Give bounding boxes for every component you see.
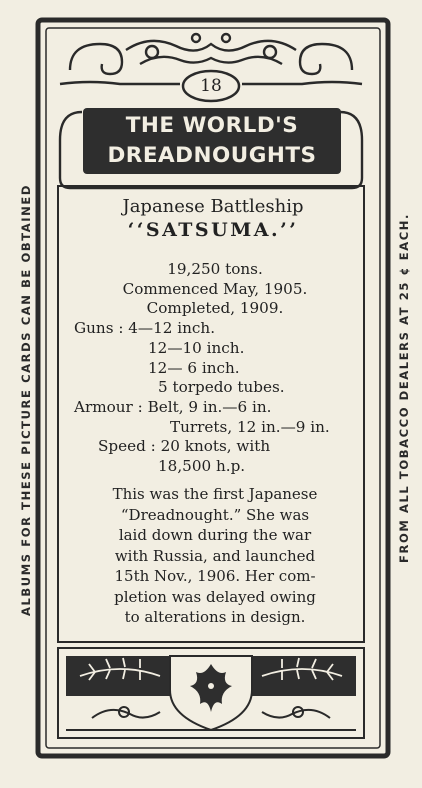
history-description	[70, 484, 360, 628]
desc-line: pletion was delayed owing	[114, 587, 316, 606]
desc-line: This was the first Japanese	[112, 485, 318, 503]
desc-line: 15th Nov., 1906. Her com-	[114, 567, 316, 585]
series-title-line2: DREADNOUGHTS	[107, 143, 317, 168]
spec-horsepower: 18,500 h.p.	[158, 457, 246, 476]
desc-line: with Russia, and launched	[114, 546, 316, 565]
heading-block	[68, 188, 358, 241]
card-number: 18	[200, 76, 222, 96]
desc-line: laid down during the war	[118, 526, 312, 544]
specifications	[70, 260, 360, 477]
spec-torpedo: 5 torpedo tubes.	[158, 378, 285, 397]
spec-turrets: Turrets, 12 in.—9 in.	[170, 417, 330, 436]
spec-speed: Speed : 20 knots, with	[98, 437, 271, 456]
albums-notice: ALBUMS FOR THESE PICTURE CARDS CAN BE OBTAINED	[19, 184, 33, 616]
ship-type: Japanese Battleship	[122, 196, 304, 217]
spec-completed: Completed, 1909.	[146, 299, 284, 318]
spec-guns: Guns : 4—12 inch.	[74, 319, 216, 338]
spec-commenced: Commenced May, 1905.	[122, 279, 308, 298]
spec-guns-3: 12— 6 inch.	[148, 358, 240, 377]
dealers-notice: FROM ALL TOBACCO DEALERS AT 25 ¢ EACH.	[397, 213, 411, 563]
ship-name: ‘‘SATSUMA.’’	[127, 219, 299, 241]
desc-line: to alterations in design.	[124, 608, 306, 626]
spec-guns-2: 12—10 inch.	[148, 338, 245, 357]
spec-tonnage: 19,250 tons.	[167, 260, 263, 278]
spec-armour: Armour : Belt, 9 in.—6 in.	[74, 397, 272, 416]
series-title-banner	[83, 108, 341, 174]
desc-line: “Dreadnought.” She was	[120, 505, 310, 524]
series-title-line1: THE WORLD'S	[125, 113, 299, 138]
